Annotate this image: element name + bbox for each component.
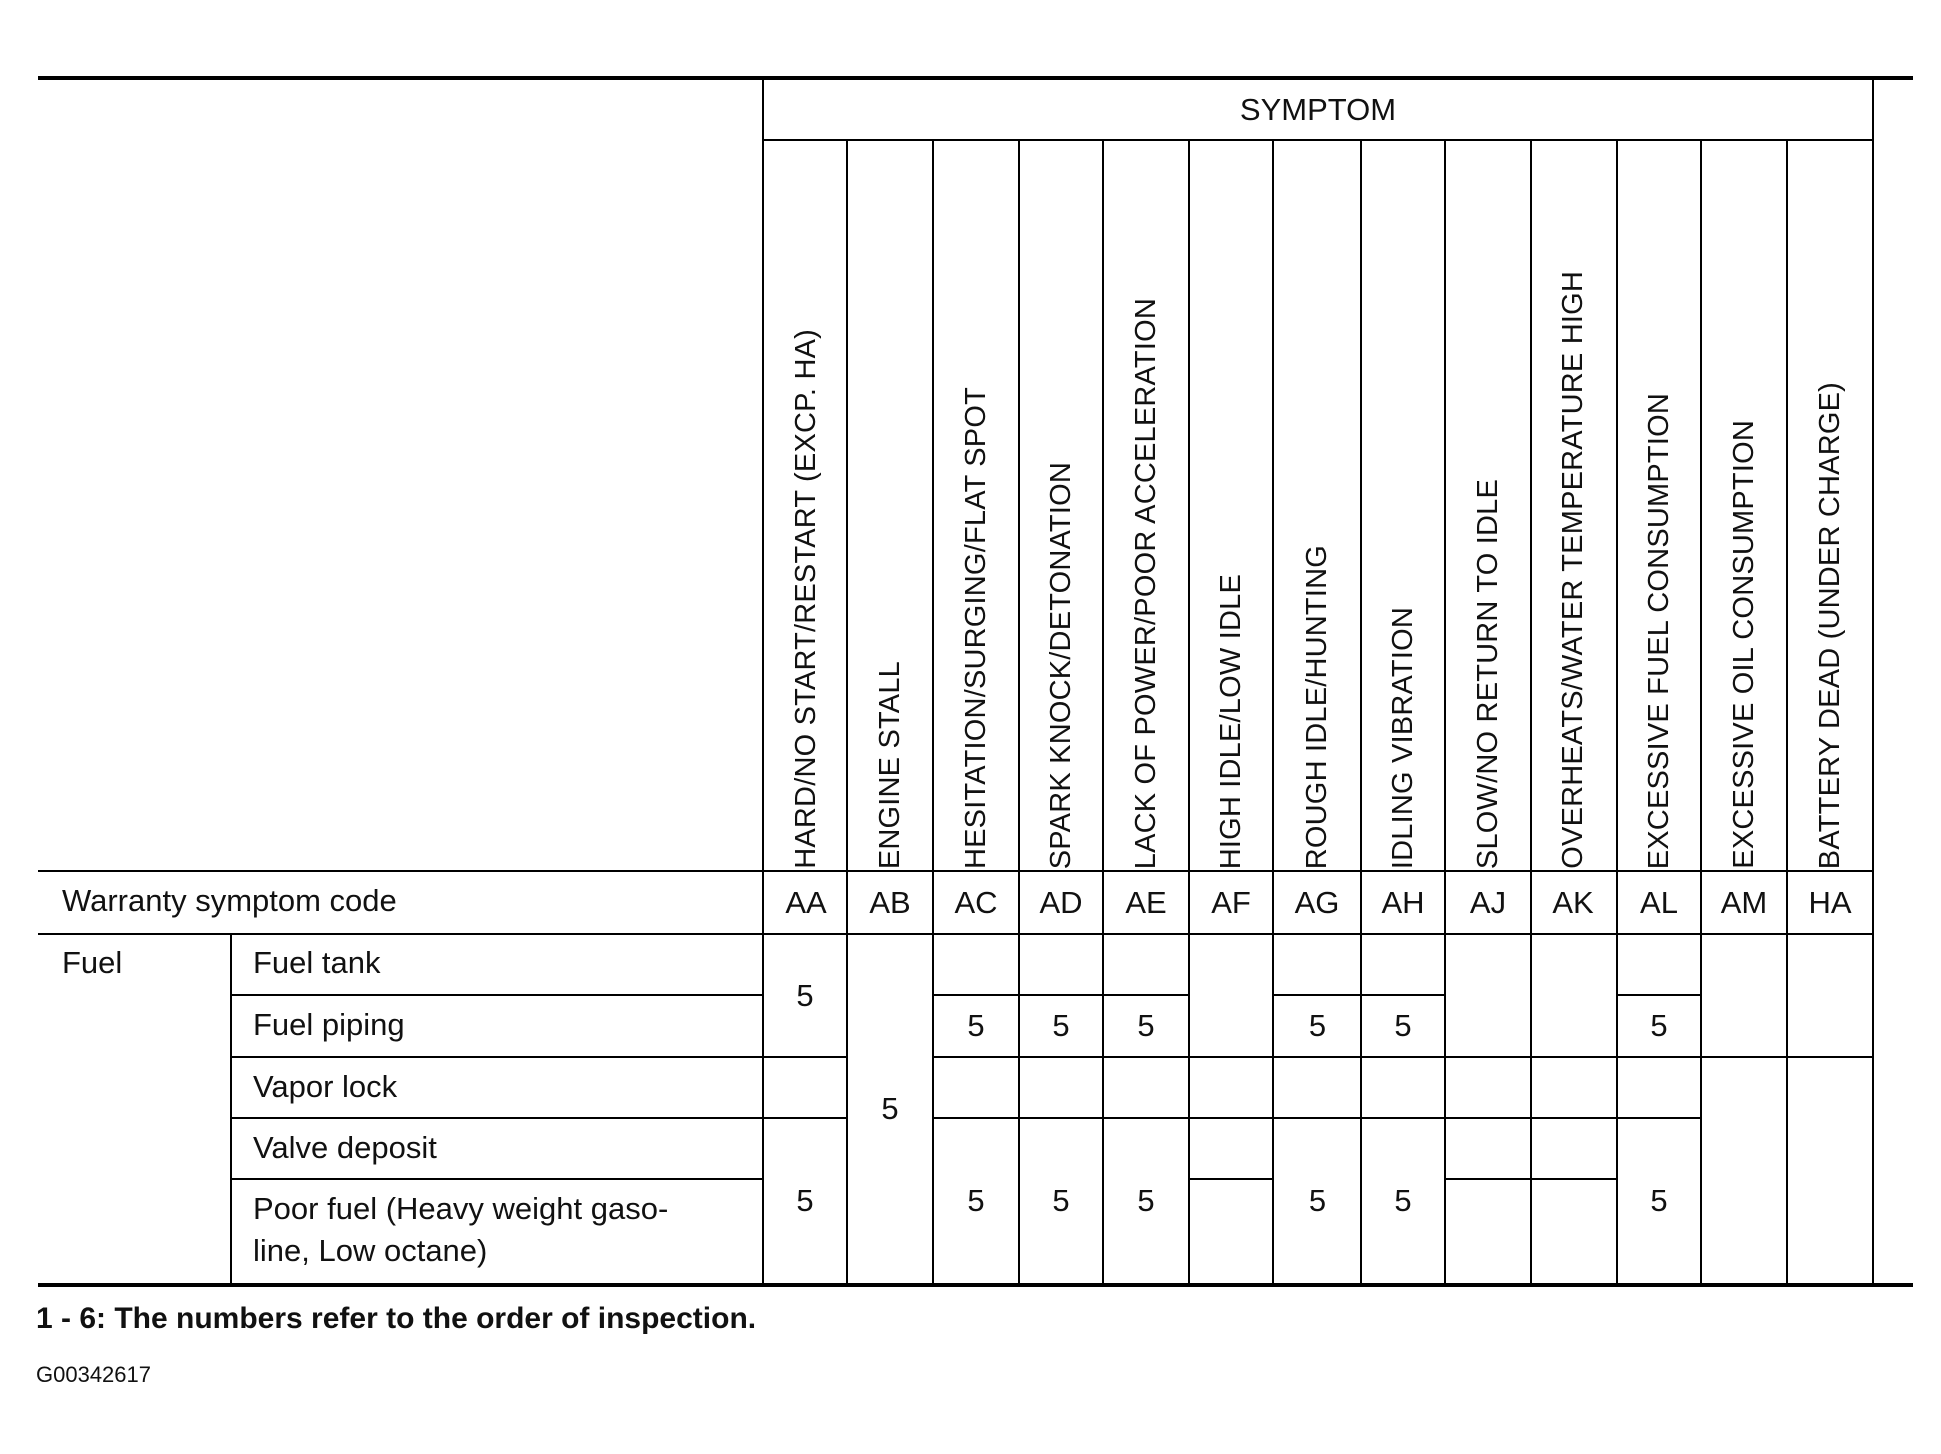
item-vapor-lock: Vapor lock (253, 1069, 398, 1104)
grid-line (1272, 1056, 1446, 1058)
row-line-4 (230, 1178, 764, 1180)
col-line-13 (1872, 78, 1874, 1284)
symptom-code-ak: AK (1552, 885, 1594, 920)
value-piping-ad: 5 (1052, 1008, 1070, 1043)
row-line-1 (230, 994, 764, 996)
table-bottom-border (38, 1283, 1913, 1287)
item-fuel-tank: Fuel tank (253, 945, 381, 980)
symptom-heading-af: HIGH IDLE/LOW IDLE (1214, 573, 1247, 869)
symptom-code-am: AM (1720, 885, 1768, 920)
symptom-code-ah: AH (1381, 885, 1425, 920)
symptom-heading-ha: BATTERY DEAD (UNDER CHARGE) (1813, 381, 1846, 869)
symptom-heading-ab: ENGINE STALL (873, 660, 906, 869)
value-poor-ah: 5 (1394, 1183, 1412, 1218)
symptom-code-af: AF (1211, 885, 1251, 920)
symptom-header-divider (762, 139, 1874, 141)
value-piping-ac: 5 (967, 1008, 985, 1043)
grid-line (1188, 1178, 1274, 1180)
symptom-code-ad: AD (1039, 885, 1083, 920)
figure-id: G00342617 (36, 1362, 151, 1387)
symptom-heading-ad: SPARK KNOCK/DETONATION (1044, 461, 1077, 869)
row-line-2 (230, 1056, 764, 1058)
symptom-code-aa: AA (785, 885, 827, 920)
grid-line (932, 1056, 1190, 1058)
row-line-3 (230, 1117, 764, 1119)
symptom-code-ag: AG (1294, 885, 1340, 920)
symptom-heading-al: EXCESSIVE FUEL CONSUMPTION (1642, 392, 1675, 869)
grid-line (1188, 1056, 1274, 1058)
symptom-heading-am: EXCESSIVE OIL CONSUMPTION (1727, 420, 1760, 869)
value-piping-ah: 5 (1394, 1008, 1412, 1043)
value-poor-ac: 5 (967, 1183, 985, 1218)
symptom-heading-aj: SLOW/NO RETURN TO IDLE (1471, 478, 1504, 869)
symptom-heading-ak: OVERHEATS/WATER TEMPERATURE HIGH (1556, 271, 1589, 869)
value-piping-al: 5 (1650, 1008, 1668, 1043)
grid-line (1188, 1117, 1274, 1119)
symptom-code-ac: AC (954, 885, 998, 920)
symptom-code-ab: AB (869, 885, 911, 920)
symptom-code-aj: AJ (1469, 885, 1507, 920)
code-row-label: Warranty symptom code (62, 883, 397, 918)
symptom-heading-ag: ROUGH IDLE/HUNTING (1300, 544, 1333, 869)
grid-line (1616, 1056, 1702, 1058)
footnote: 1 - 6: The numbers refer to the order of inspection. (36, 1302, 757, 1335)
value-aa-deposit-poor: 5 (796, 1183, 814, 1218)
item-poor-fuel-line1: Poor fuel (Heavy weight gaso- (253, 1191, 669, 1226)
symptom-header: SYMPTOM (1239, 91, 1397, 127)
symptom-code-ha: HA (1808, 885, 1852, 920)
value-ab-all: 5 (881, 1091, 899, 1126)
item-poor-fuel-line2: line, Low octane) (253, 1233, 488, 1268)
symptom-heading-ah: IDLING VIBRATION (1386, 606, 1419, 869)
symptom-heading-ac: HESITATION/SURGING/FLAT SPOT (959, 386, 992, 869)
value-poor-ad: 5 (1052, 1183, 1070, 1218)
grid-line (762, 1056, 848, 1058)
value-piping-ag: 5 (1308, 1008, 1327, 1043)
category-label: Fuel (62, 945, 123, 980)
value-poor-al: 5 (1650, 1183, 1668, 1218)
symptom-heading-ae: LACK OF POWER/POOR ACCELERATION (1129, 297, 1162, 869)
value-piping-ae: 5 (1137, 1008, 1155, 1043)
item-valve-deposit: Valve deposit (253, 1130, 437, 1165)
value-poor-ag: 5 (1308, 1183, 1327, 1218)
symptom-code-al: AL (1640, 885, 1678, 920)
symptom-heading-aa: HARD/NO START/RESTART (EXCP. HA) (789, 329, 822, 869)
category-item-divider (230, 933, 232, 1284)
item-fuel-piping: Fuel piping (253, 1007, 405, 1042)
value-aa-tank-piping: 5 (796, 977, 814, 1013)
symptom-code-ae: AE (1125, 885, 1167, 920)
value-poor-ae: 5 (1137, 1183, 1155, 1218)
